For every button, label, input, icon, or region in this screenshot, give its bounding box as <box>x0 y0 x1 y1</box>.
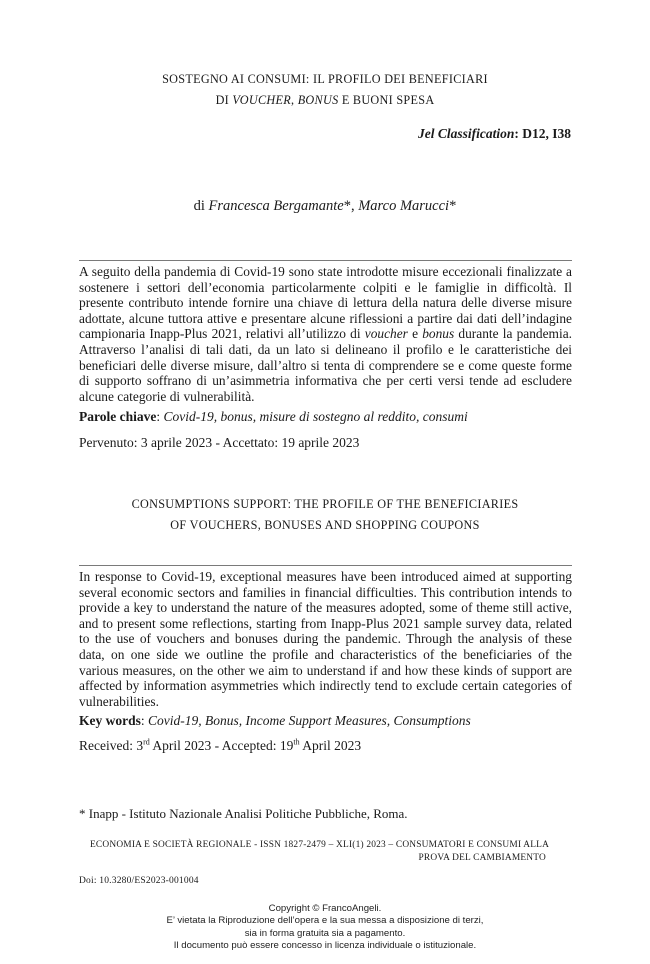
italian-keywords: Parole chiave: Covid-19, bonus, misure di sostegno al reddito, consumi <box>79 409 468 424</box>
italian-title <box>0 69 650 111</box>
italian-dates: Pervenuto: 3 aprile 2023 - Accettato: 19 aprile 2023 <box>79 435 360 450</box>
english-title-line2: OF VOUCHERS, BONUSES AND SHOPPING COUPONS <box>170 518 480 532</box>
english-abstract: In response to Covid-19, exceptional measures have been introduced aimed at supporting several economic sectors and families in financial difficulties. This contribution intends to provide a key to understand the nature of the measures adopted, some of theme still active, and to present some reflections, starting from Inapp-Plus 2021 sample survey data, related to the use of vouchers and bonuses during the pandemic. Through the analysis of these data, on one side we outline the profile and characteristics of the beneficiaries of the various measures, on the other we aim to understand if and how these kinds of support are affected by information asymmetries which indirectly tend to exclude certain categories of vulnerabilities. <box>79 569 572 709</box>
english-title <box>0 494 650 536</box>
authors-line: di Francesca Bergamante*, Marco Marucci* <box>193 198 457 214</box>
italian-abstract: A seguito della pandemia di Covid-19 sono state introdotte misure eccezionali finalizzate a sostenere i settori dell’economia particolarmente colpiti e le famiglie in difficoltà. Il presente contributo intende fornire una chiave di lettura della natura delle diverse misure adottate, alcune tuttora attive e presentare alcune riflessioni a partire dai dati dell’indagine campionaria Inapp-Plus 2021, relativi all’utilizzo di voucher e bonus durante la pandemia. Attraverso l’analisi di tali dati, da un lato si delineano il profilo e le caratteristiche dei beneficiari delle diverse misure, dall’altro si tenta di comprendere se e come queste forme di supporto soffrano di un’asimmetria informativa che per certi versi tende ad escludere alcune categorie di vulnerabilità. <box>79 264 572 404</box>
italian-title-line2: DI VOUCHER, BONUS E BUONI SPESA <box>215 93 435 107</box>
affiliation-footnote: * Inapp - Istituto Nazionale Analisi Politiche Pubbliche, Roma. <box>79 806 408 821</box>
english-title-line1: CONSUMPTIONS SUPPORT: THE PROFILE OF THE BENEFICIARIES <box>131 497 519 511</box>
copyright-notice: Copyright © FrancoAngeli. E’ vietata la Riproduzione dell’opera e la sua messa a disposizione di terzi, sia in forma gratuita sia a pagamento. Il documento può essere concesso in licenza individuale o istituzionale. <box>166 903 484 951</box>
journal-info: ECONOMIA E SOCIETÀ REGIONALE - ISSN 1827-2479 – XLI(1) 2023 – CONSUMATORI E CONSUMI ALLA PROVA DEL CAMBIAMENTO <box>90 840 550 863</box>
divider <box>79 260 572 261</box>
english-keywords: Key words: Covid-19, Bonus, Income Support Measures, Consumptions <box>79 713 471 728</box>
english-dates: Received: 3rd April 2023 - Accepted: 19th April 2023 <box>79 737 362 753</box>
jel-classification: Jel Classification: D12, I38 <box>417 126 571 141</box>
divider <box>79 565 572 566</box>
italian-title-line1: SOSTEGNO AI CONSUMI: IL PROFILO DEI BENEFICIARI <box>162 72 488 86</box>
author-name: Francesca Bergamante <box>208 198 344 214</box>
author-name: Marco Marucci <box>358 198 450 214</box>
doi: Doi: 10.3280/ES2023-001004 <box>79 876 199 886</box>
